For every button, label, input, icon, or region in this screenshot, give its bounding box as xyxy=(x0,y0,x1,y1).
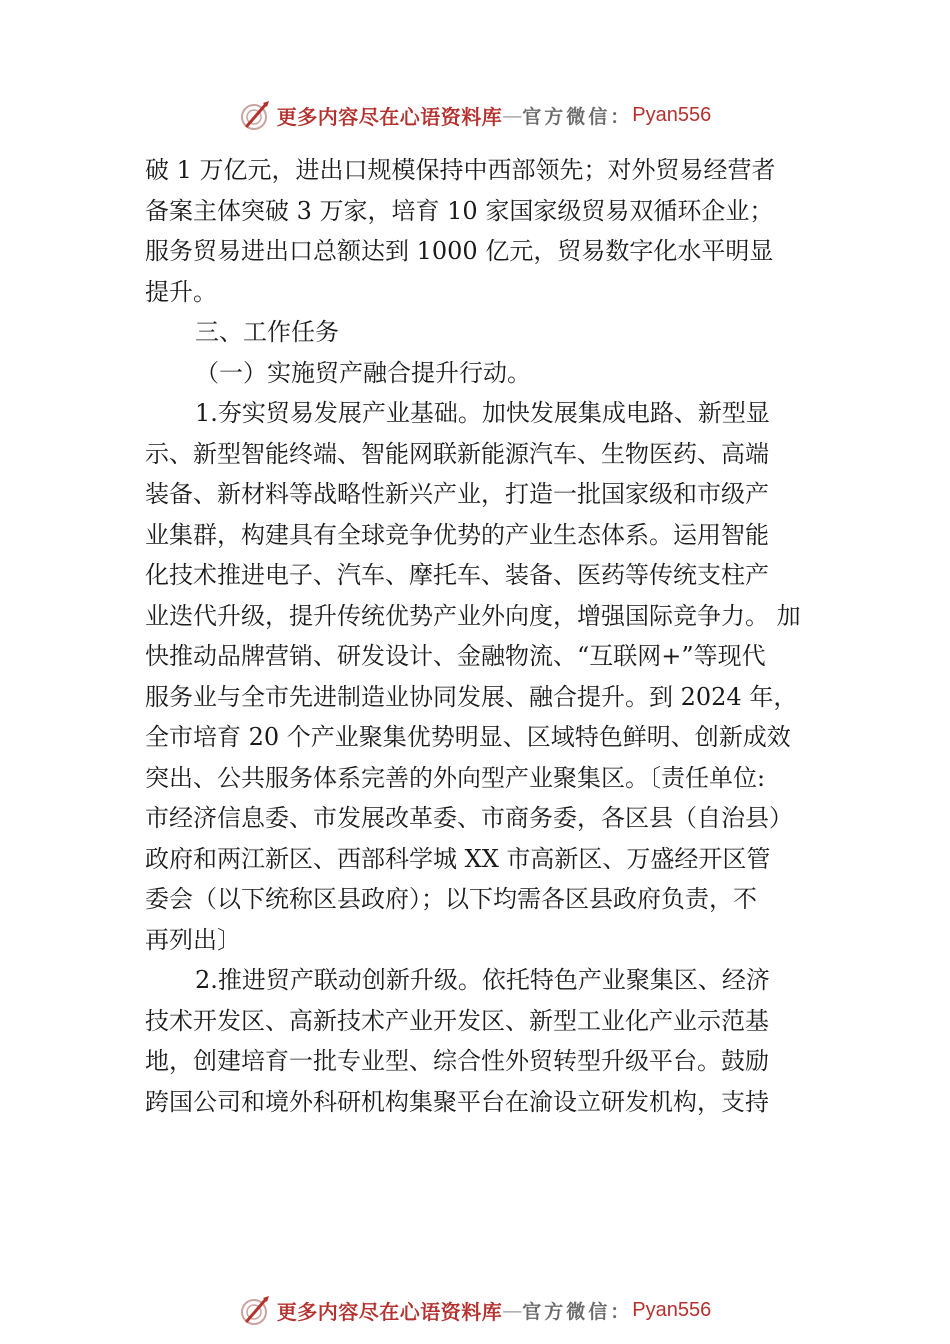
intro-line: 破 1 万亿元，进出口规模保持中西部领先；对外贸易经营者 xyxy=(145,156,776,184)
watermark-wechat-id: Pyan556 xyxy=(632,103,712,126)
intro-line: 服务贸易进出口总额达到 1000 亿元，贸易数字化水平明显 xyxy=(145,237,774,265)
item2-line: 2.推进贸产联动创新升级。依托特色产业聚集区、经济 xyxy=(195,966,770,994)
brush-logo-icon xyxy=(239,98,273,132)
item1-line: 业迭代升级，提升传统优势产业外向度，增强国际竞争力。 加 xyxy=(145,601,801,630)
item1-line: 服务业与全市先进制造业协同发展、融合提升。到 2024 年， xyxy=(145,682,798,711)
item1-line: 再列出〕 xyxy=(145,925,241,954)
watermark-dash: — xyxy=(502,103,523,127)
watermark-wechat-id: Pyan556 xyxy=(632,1298,712,1321)
intro-line: 提升。 xyxy=(145,277,217,306)
sub-heading: （一）实施贸产融合提升行动。 xyxy=(195,358,531,387)
footer-watermark xyxy=(0,1290,950,1330)
item1-line: 委会（以下统称区县政府）；以下均需各区县政府负责，不 xyxy=(145,885,757,913)
watermark-official: 官方微信： xyxy=(522,1300,633,1323)
watermark-official: 官方微信： xyxy=(522,105,633,128)
item1-line: 业集群，构建具有全球竞争优势的产业生态体系。运用智能 xyxy=(145,520,769,549)
header-watermark xyxy=(0,95,950,135)
item1-line: 市经济信息委、市发展改革委、市商务委，各区县（自治县） xyxy=(145,804,793,832)
intro-line: 备案主体突破 3 万家，培育 10 家国家级贸易双循环企业； xyxy=(145,196,774,225)
watermark-brand: 更多内容尽在心语资料库 xyxy=(276,104,503,129)
item2-line: 技术开发区、高新技术产业开发区、新型工业化产业示范基 xyxy=(145,1006,769,1035)
item1-line: 化技术推进电子、汽车、摩托车、装备、医药等传统支柱产 xyxy=(145,561,769,589)
item1-line: 装备、新材料等战略性新兴产业，打造一批国家级和市级产 xyxy=(145,480,769,508)
watermark-dash: — xyxy=(502,1298,523,1322)
item2-line: 跨国公司和境外科研机构集聚平台在渝设立研发机构，支持 xyxy=(145,1087,769,1116)
item1-line: 全市培育 20 个产业聚集优势明显、区域特色鲜明、创新成效 xyxy=(145,723,791,751)
section-heading: 三、工作任务 xyxy=(195,318,339,346)
item1-line: 示、新型智能终端、智能网联新能源汽车、生物医药、高端 xyxy=(145,439,769,468)
item1-line: 政府和两江新区、西部科学城 XX 市高新区、万盛经开区管 xyxy=(145,844,771,873)
item1-line: 突出、公共服务体系完善的外向型产业聚集区。〔责任单位: xyxy=(145,763,766,792)
watermark-brand: 更多内容尽在心语资料库 xyxy=(276,1299,503,1324)
document-body xyxy=(145,150,835,1122)
brush-logo-icon xyxy=(239,1293,273,1327)
item1-line: 1.夯实贸易发展产业基础。加快发展集成电路、新型显 xyxy=(195,399,770,427)
item1-line: 快推动品牌营销、研发设计、金融物流、“互联网+”等现代 xyxy=(145,642,766,670)
item2-line: 地，创建培育一批专业型、综合性外贸转型升级平台。鼓励 xyxy=(145,1047,769,1075)
